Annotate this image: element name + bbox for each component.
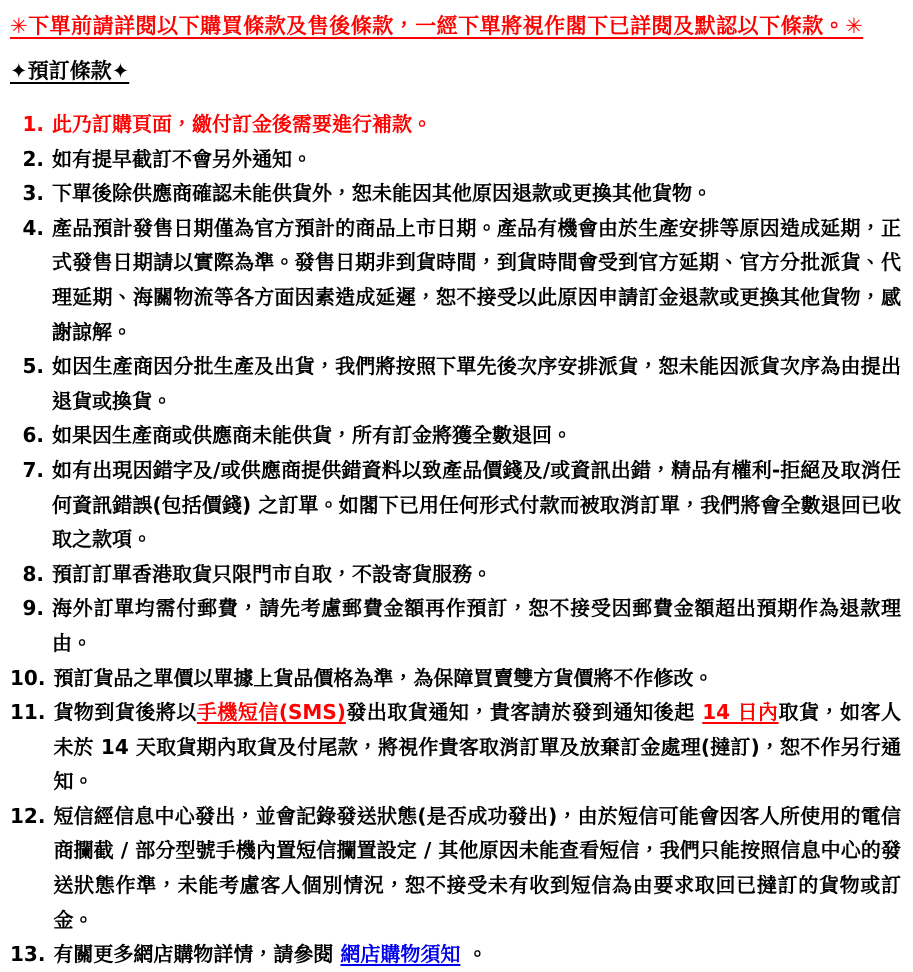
- term-item: [10, 176, 901, 211]
- term-number: 10.: [10, 665, 46, 690]
- term-text: [53, 695, 901, 799]
- term-text: [52, 591, 901, 660]
- term-number: 1.: [22, 112, 44, 136]
- term-number: 8.: [22, 561, 44, 586]
- term-text: [52, 453, 901, 557]
- term-text: [53, 799, 901, 937]
- term-segment: 如果因生產商或供應商未能供貨，所有訂金將獲全數退回。: [52, 423, 572, 448]
- purchase-notice-header: ✳下單前請詳閱以下購買條款及售後條款，一經下單將視作閣下已詳閱及默認以下條款。✳: [10, 14, 864, 38]
- term-text: [52, 418, 901, 453]
- term-text: [53, 661, 901, 696]
- term-number: 4.: [22, 215, 44, 240]
- term-number: 6.: [22, 423, 44, 448]
- term-text: [52, 211, 901, 349]
- store-shopping-guide-link[interactable]: 網店購物須知: [340, 942, 461, 967]
- term-segment: 預訂訂單香港取貨只限門市自取，不設寄貨服務。: [52, 561, 492, 586]
- term-number: 12.: [10, 803, 46, 828]
- term-segment: 此乃訂購頁面，繳付訂金後需要進行補款。: [52, 112, 432, 136]
- term-segment: 短信經信息中心發出，並會記錄發送狀態(是否成功發出)，由於短信可能會因客人所使用的電信商攔截 / 部分型號手機內置短信攔置設定 / 其他原因未能查看短信，我們只能按照信息中心的發送狀態作準，未能考慮客人個別情況，恕不接受未有收到短信為由要求取回已撻訂的貨物或訂金。: [53, 803, 901, 932]
- term-segment: 貨物到貨後將以: [53, 700, 197, 725]
- term-segment: 預訂貨品之單價以單據上貨品價格為準，為保障買賣雙方貨價將不作修改。: [53, 665, 714, 690]
- term-segment: 如因生產商因分批生產及出貨，我們將按照下單先後次序安排派貨，恕未能因派貨次序為由提出退貨或換貨。: [52, 354, 901, 413]
- term-item: [10, 557, 901, 592]
- term-text: [52, 142, 901, 177]
- term-item: [10, 418, 901, 453]
- term-segment: 。: [460, 942, 488, 967]
- term-segment: 有關更多網店購物詳情，請參閱: [53, 942, 341, 967]
- term-segment: 如有提早截訂不會另外通知。: [52, 146, 312, 171]
- term-item: [10, 695, 901, 799]
- term-text: [52, 349, 901, 418]
- term-item: [10, 591, 901, 660]
- term-item: [10, 142, 901, 177]
- terms-list: [10, 107, 901, 972]
- term-item: [10, 211, 901, 349]
- term-number: 7.: [22, 457, 44, 482]
- highlighted-text: 14 日內: [702, 700, 779, 725]
- term-segment: 取貨，如客人未於 14 天取貨期內取貨及付尾款，將視作貴客取消訂單及放棄訂金處理(撻訂)，恕不作另行通知。: [53, 700, 902, 794]
- term-item: [10, 799, 901, 937]
- term-segment: 下單後除供應商確認未能供貨外，恕未能因其他原因退款或更換其他貨物。: [52, 181, 712, 206]
- term-segment: 如有出現因錯字及/或供應商提供錯資料以致產品價錢及/或資訊出錯，精品有權利-拒絕及取消任何資訊錯誤(包括價錢) 之訂單。如閣下已用任何形式付款而被取消訂單，我們將會全數退回已收取之款項。: [52, 457, 901, 552]
- term-item: [10, 937, 901, 972]
- term-item: [10, 661, 901, 696]
- term-item: [10, 453, 901, 557]
- preorder-terms-title: ✦預訂條款✦: [10, 59, 130, 83]
- term-number: 5.: [22, 354, 44, 379]
- term-number: 11.: [10, 700, 46, 725]
- term-segment: 產品預計發售日期僅為官方預計的商品上市日期。產品有機會由於生產安排等原因造成延期，正式發售日期請以實際為準。發售日期非到貨時間，到貨時間會受到官方延期、官方分批派貨、代理延期、海關物流等各方面因素造成延遲，恕不接受以此原因申請訂金退款或更換其他貨物，感謝諒解。: [52, 215, 901, 344]
- term-text: [52, 557, 901, 592]
- term-segment: 海外訂單均需付郵費，請先考慮郵費金額再作預訂，恕不接受因郵費金額超出預期作為退款理由。: [52, 596, 901, 655]
- term-item: [10, 349, 901, 418]
- term-number: 9.: [22, 596, 44, 621]
- term-text: [53, 937, 901, 972]
- highlighted-text: 手機短信(SMS): [196, 700, 346, 725]
- term-number: 2.: [22, 146, 44, 171]
- term-segment: 發出取貨通知，貴客請於發到通知後起: [345, 700, 703, 725]
- term-number: 3.: [22, 181, 44, 206]
- term-text: [52, 107, 901, 142]
- term-item: [10, 107, 901, 142]
- term-text: [52, 176, 901, 211]
- term-number: 13.: [10, 942, 46, 967]
